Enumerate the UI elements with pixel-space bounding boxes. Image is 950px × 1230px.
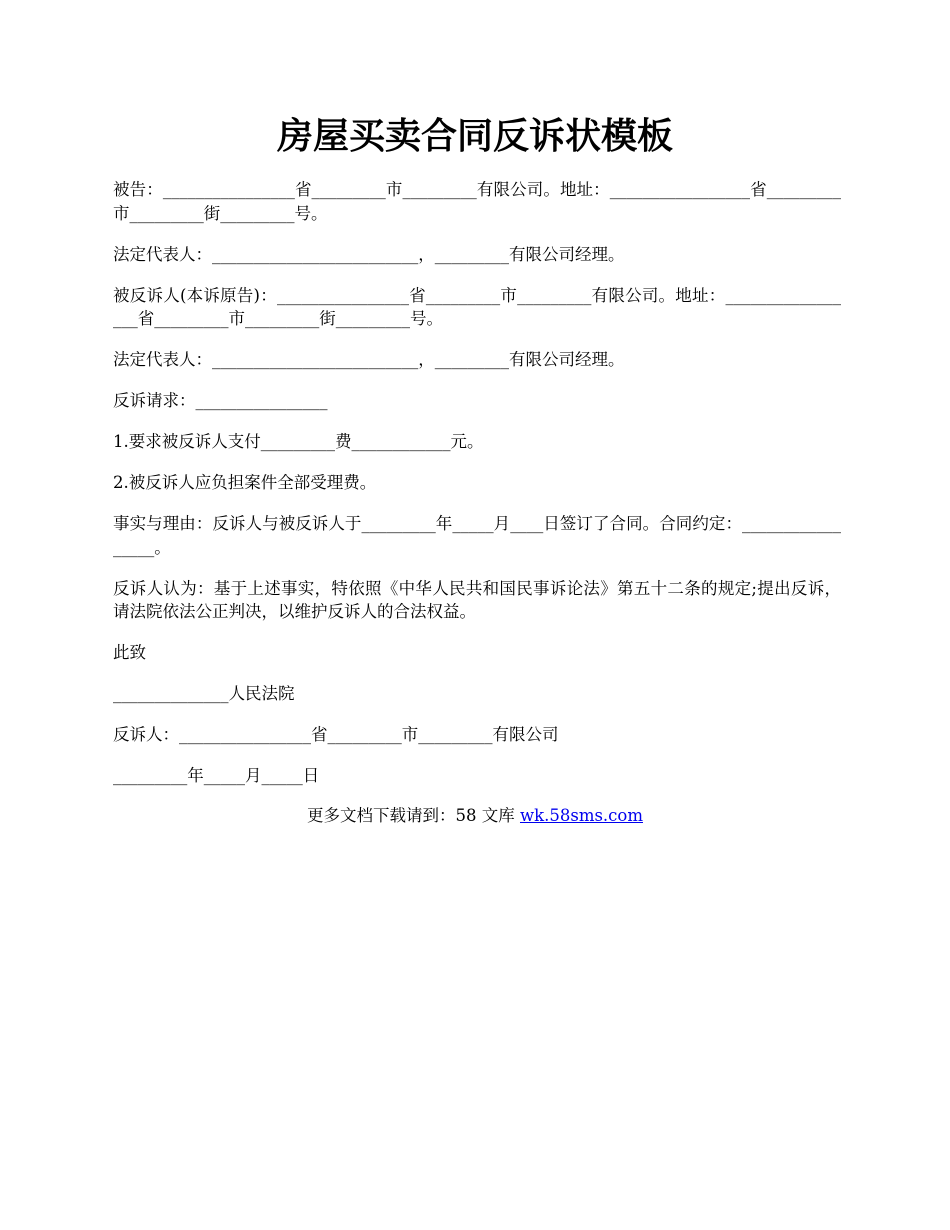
- counter-defendant-paragraph: 被反诉人(本诉原告)：________________省_________市_________有限公司。地址：_________________省_________市_________街_________号。: [113, 285, 841, 328]
- defendant-paragraph: 被告：________________省_________市_________有限公司。地址：_________________省_________市_________街_________号。: [113, 180, 841, 223]
- salutation: 此致: [113, 643, 146, 662]
- document-body: [113, 178, 841, 805]
- footer: [0, 804, 950, 828]
- counterclaim-request: 反诉请求：________________: [113, 391, 328, 410]
- date-line: _________年_____月_____日: [113, 766, 320, 785]
- footer-text: 更多文档下载请到：58 文库: [306, 806, 520, 825]
- facts-and-reasons: 事实与理由：反诉人与被反诉人于_________年_____月____日签订了合同。合同约定：_________________。: [113, 514, 841, 557]
- counterclaimant-opinion: 反诉人认为：基于上述事实，特依照《中华人民共和国民事诉论法》第五十二条的规定;提出反诉，请法院依法公正判决，以维护反诉人的合法权益。: [113, 578, 841, 621]
- request-item-1: 1.要求被反诉人支付_________费____________元。: [113, 432, 484, 451]
- legal-rep-paragraph: 法定代表人：_________________________，_________有限公司经理。: [113, 244, 625, 264]
- request-item-2: 2.被反诉人应负担案件全部受理费。: [113, 473, 377, 492]
- court-name: ______________人民法院: [113, 684, 295, 703]
- document-title: 房屋买卖合同反诉状模板: [276, 115, 673, 157]
- footer-link[interactable]: wk.58sms.com: [519, 806, 643, 825]
- counterclaimant-signature: 反诉人：________________省_________市_________有限公司: [113, 725, 559, 744]
- legal-rep-paragraph-2: 法定代表人：_________________________，_________有限公司经理。: [113, 350, 625, 369]
